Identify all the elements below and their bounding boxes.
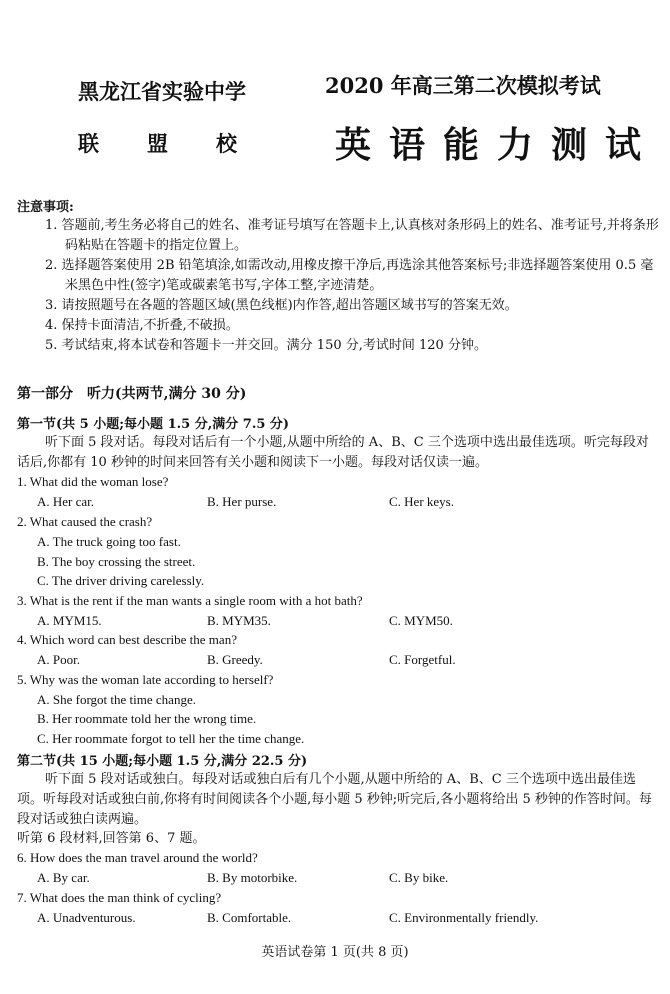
option-b: B. MYM35.: [207, 613, 271, 628]
section1-instructions: 听下面 5 段对话。每段对话后有一个小题,从题中所给的 A、B、C 三个选项中选出最佳选项。听完每段对话后,你都有 10 秒钟的时间来回答有关小题和阅读下一小题。每段对话仅读一遍。: [17, 435, 649, 470]
option-c: C. MYM50.: [389, 613, 453, 628]
notes-heading: 注意事项:: [17, 200, 74, 215]
option-a: A. By car.: [37, 870, 90, 885]
note-item: 3. 请按照题号在各题的答题区域(黑色线框)内作答,超出答题区域书写的答案无效。: [45, 298, 518, 313]
option-b: B. The boy crossing the street.: [37, 554, 196, 569]
option-c: C. Environmentally friendly.: [389, 910, 539, 925]
option-c: C. The driver driving carelessly.: [37, 573, 205, 588]
note-item: 1. 答题前,考生务必将自己的姓名、准考证号填写在答题卡上,认真核对条形码上的姓名、准考证号,并将条形码粘贴在答题卡的指定位置上。: [45, 218, 659, 253]
option-b: B. Greedy.: [207, 652, 263, 667]
question-stem: 1. What did the woman lose?: [17, 474, 169, 489]
option-b: B. By motorbike.: [207, 870, 298, 885]
section2-instructions: 听下面 5 段对话或独白。每段对话或独白后有几个小题,从题中所给的 A、B、C 三个选项中选出最佳选项。听每段对话或独白前,你将有时间阅读各个小题,每小题 5 秒钟;听完后,各小题将给出 5 秒钟的作答时间。每段对话或独白读两遍。: [17, 772, 652, 827]
alliance-label: 联盟校: [78, 131, 285, 156]
exam-title: 2020 年高三第二次模拟考试: [325, 73, 601, 98]
note-item: 2. 选择题答案使用 2B 铅笔填涂,如需改动,用橡皮擦干净后,再选涂其他答案标号;非选择题答案使用 0.5 毫米黑色中性(签字)笔或碳素笔书写,字体工整,字迹清楚。: [45, 258, 654, 293]
subject-title: 英语能力测试: [335, 124, 660, 166]
option-c: C. By bike.: [389, 870, 449, 885]
option-a: A. She forgot the time change.: [37, 692, 196, 707]
note-item: 5. 考试结束,将本试卷和答题卡一并交回。满分 150 分,考试时间 120 分钟。: [45, 338, 487, 353]
question-stem: 2. What caused the crash?: [17, 514, 153, 529]
option-a: A. The truck going too fast.: [37, 534, 181, 549]
option-a: A. Her car.: [37, 494, 95, 509]
option-a: A. MYM15.: [37, 613, 102, 628]
part1-heading: 第一部分 听力(共两节,满分 30 分): [17, 386, 247, 402]
option-c: C. Forgetful.: [389, 652, 456, 667]
option-c: C. Her keys.: [389, 494, 454, 509]
option-b: B. Comfortable.: [207, 910, 292, 925]
question-stem: 5. Why was the woman late according to herself?: [17, 672, 274, 687]
note-item: 4. 保持卡面清洁,不折叠,不破损。: [45, 318, 239, 333]
school-name: 黑龙江省实验中学: [78, 79, 246, 104]
option-c: C. Her roommate forgot to tell her the time change.: [37, 731, 305, 746]
question-stem: 6. How does the man travel around the world?: [17, 850, 258, 865]
question-stem: 4. Which word can best describe the man?: [17, 632, 237, 647]
material-note: 听第 6 段材料,回答第 6、7 题。: [17, 831, 206, 846]
section2-heading: 第二节(共 15 小题;每小题 1.5 分,满分 22.5 分): [17, 754, 308, 769]
question-stem: 7. What does the man think of cycling?: [17, 890, 222, 905]
option-b: B. Her purse.: [207, 494, 277, 509]
page-footer: 英语试卷第 1 页(共 8 页): [261, 945, 409, 960]
option-a: A. Poor.: [37, 652, 80, 667]
option-a: A. Unadventurous.: [37, 910, 136, 925]
section1-heading: 第一节(共 5 小题;每小题 1.5 分,满分 7.5 分): [17, 417, 290, 432]
question-stem: 3. What is the rent if the man wants a single room with a hot bath?: [17, 593, 363, 608]
option-b: B. Her roommate told her the wrong time.: [37, 711, 257, 726]
